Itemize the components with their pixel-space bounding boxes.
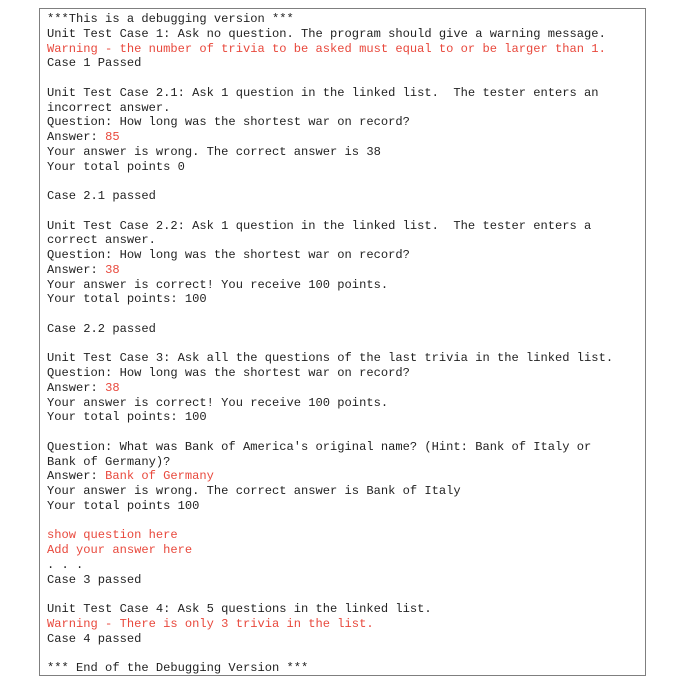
answer-line [47, 130, 641, 145]
console-line-text: Case 2.2 passed [47, 321, 156, 336]
blank-line [47, 174, 641, 189]
console-line [47, 410, 641, 425]
console-lines [47, 12, 641, 676]
console-line-text: Unit Test Case 4: Ask 5 questions in the linked list. [47, 602, 432, 616]
console-line [47, 602, 641, 617]
console-line-text: Your answer is wrong. The correct answer is 38 [47, 144, 381, 159]
blank-line [47, 646, 641, 661]
console-line-text: Answer: [47, 469, 106, 484]
console-line [47, 528, 641, 543]
console-line-text: Your total points: 100 [47, 292, 207, 307]
console-line [47, 366, 641, 381]
blank-line [47, 307, 641, 322]
console-line-text: show question here [47, 528, 178, 543]
console-line-text: Question: What was Bank of America's original name? (Hint: Bank of Italy or [47, 439, 592, 454]
console-line-text: Unit Test Case 2.2: Ask 1 question in the linked list. The tester enters a [47, 218, 592, 233]
console-line [47, 351, 641, 366]
console-line [47, 632, 641, 647]
answer-line [47, 469, 641, 484]
console-line-text: correct answer. [47, 233, 156, 248]
console-line [47, 145, 641, 160]
console-line-text: Unit Test Case 1: Ask no question. The program should give a warning message. [47, 26, 606, 41]
console-line-text: *** End of the Debugging Version *** [47, 661, 309, 675]
console-line [47, 278, 641, 293]
console-line [47, 115, 641, 130]
console-line-text: Your answer is correct! You receive 100 points. [47, 395, 389, 410]
console-line [47, 101, 641, 116]
console-line-text: Warning - the number of trivia to be asked must equal to or be larger than 1. [47, 41, 606, 56]
console-line [47, 499, 641, 514]
console-line-text: . . . [47, 557, 84, 572]
console-line [47, 661, 641, 676]
console-line [47, 86, 641, 101]
console-line [47, 440, 641, 455]
answer-value: 38 [105, 262, 120, 277]
console-line-text: Case 2.1 passed [47, 189, 156, 203]
console-line-text: Case 1 Passed [47, 56, 142, 71]
console-output-panel [39, 8, 646, 676]
answer-line [47, 263, 641, 278]
console-line [47, 248, 641, 263]
console-line [47, 219, 641, 234]
console-line [47, 233, 641, 248]
answer-value: Bank of Germany [105, 469, 214, 484]
console-line-text: Case 3 passed [47, 572, 142, 587]
console-line-text: Answer: [47, 380, 106, 395]
answer-value: 85 [105, 130, 120, 144]
console-line-text: Your answer is correct! You receive 100 points. [47, 277, 389, 292]
console-line-text: Unit Test Case 2.1: Ask 1 question in the linked list. The tester enters an [47, 85, 599, 100]
console-line-text: Question: How long was the shortest war on record? [47, 115, 410, 130]
console-line [47, 292, 641, 307]
console-line [47, 42, 641, 57]
console-line [47, 558, 641, 573]
console-line [47, 396, 641, 411]
console-line-text: Unit Test Case 3: Ask all the questions of the last trivia in the linked list. [47, 351, 614, 366]
console-line [47, 573, 641, 588]
console-line [47, 27, 641, 42]
console-line [47, 189, 641, 204]
console-line-text: Question: How long was the shortest war on record? [47, 248, 410, 262]
console-line-text: Your total points: 100 [47, 410, 207, 425]
console-line-text: Answer: [47, 130, 106, 144]
blank-line [47, 337, 641, 352]
blank-line [47, 514, 641, 529]
answer-value: 38 [105, 380, 120, 395]
console-line-text: Add your answer here [47, 543, 193, 557]
blank-line [47, 71, 641, 86]
console-line-text: Your answer is wrong. The correct answer is Bank of Italy [47, 484, 461, 498]
console-line-text: Case 4 passed [47, 631, 142, 646]
console-line [47, 617, 641, 632]
answer-line [47, 381, 641, 396]
console-line-text: ***This is a debugging version *** [47, 12, 294, 26]
console-line [47, 12, 641, 27]
console-line-text: Your total points 100 [47, 498, 200, 513]
console-line [47, 160, 641, 175]
console-line-text: Bank of Germany)? [47, 454, 171, 469]
console-line-text: Your total points 0 [47, 159, 185, 174]
console-line-text: Warning - There is only 3 trivia in the list. [47, 616, 374, 631]
console-line [47, 322, 641, 337]
console-line [47, 484, 641, 499]
console-line [47, 455, 641, 470]
console-line-text: Answer: [47, 262, 106, 277]
blank-line [47, 425, 641, 440]
console-line-text: Question: How long was the shortest war on record? [47, 366, 410, 380]
blank-line [47, 587, 641, 602]
console-line [47, 543, 641, 558]
console-line-text: incorrect answer. [47, 100, 171, 115]
console-line [47, 56, 641, 71]
blank-line [47, 204, 641, 219]
